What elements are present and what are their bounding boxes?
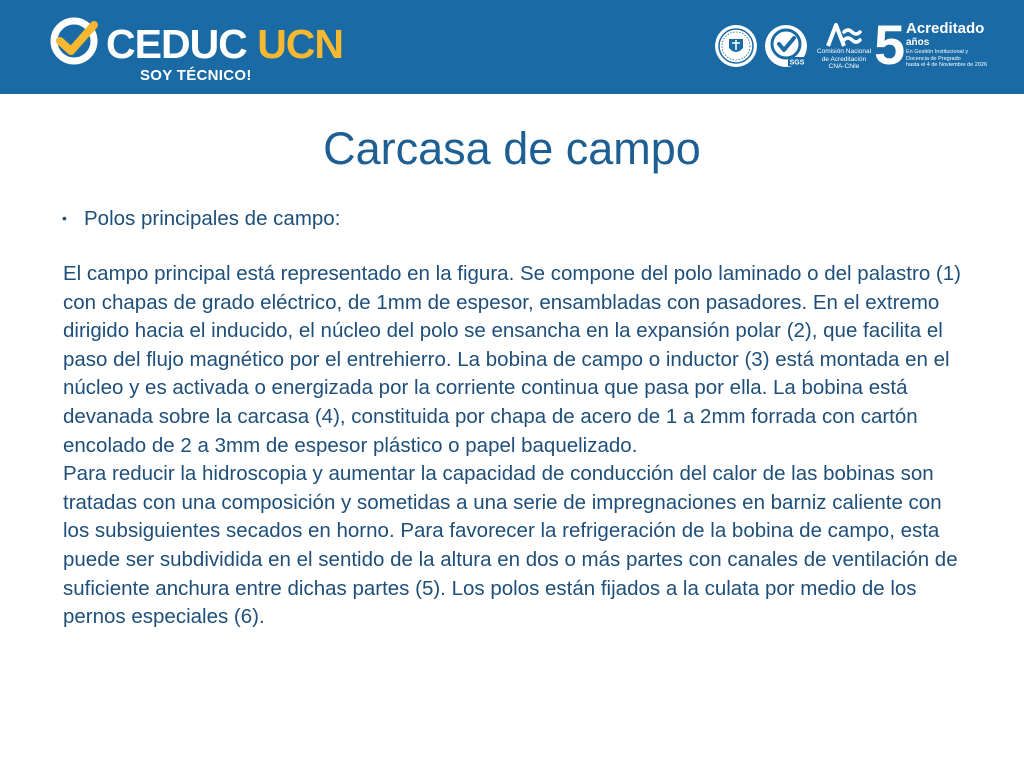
cna-chile-logo [814,22,872,78]
accreditation-detail-line: En Gestión Institucional y [906,49,969,55]
brand-name-ucn: UCN [257,21,344,67]
paragraph-1: El campo principal está representado en la figura. Se compone del polo laminado o del palastro (1) con chapas de grado eléctrico, de 1mm de espesor, ensambladas con pasadores. En el extremo dirigido hacia el inducido, el núcleo del polo se ensancha en la expansión polar (2), que facilita el paso del flujo magnético por el entrehierro. La bobina de campo o inductor (3) está montada en el núcleo y es activada o energizada por la corriente continua que pasa por ella. La bobina está devanada sobre la carcasa (4), constituida por chapa de acero de 1 a 2mm forrada con cartón encolado de 2 a 3mm de espesor plástico o papel baquelizado. [63,262,961,457]
cna-caption-line: CNA-Chile [828,63,860,70]
brand-tagline: SOY TÉCNICO! [140,67,252,84]
institutional-seals [712,13,1002,78]
sgs-certification-icon [764,24,808,68]
university-seal-icon [714,24,758,68]
bullet-marker: • [62,210,67,226]
header-banner [0,0,1024,94]
brand-name-ceduc: CEDUC [106,21,247,67]
cna-caption [814,48,874,71]
cna-caption-line: de Acreditación [821,55,867,63]
ceduc-ucn-logo [48,14,368,88]
accreditation-years: 5 [874,13,906,76]
bullet-item [62,204,340,233]
paragraph-2: Para reducir la hidroscopia y aumentar la capacidad de conducción del calor de las bobinas son tratadas con una composición y sometidas a una serie de impregnaciones en barniz caliente con los subsiguientes secados en horno. Para favorecer la refrigeración de la bobina de campo, esta puede ser subdividida en el sentido de la altura en dos o más partes con canales de ventilación de suficiente anchura entre dichas partes (5). Los polos están fijados a la culata por medio de los pernos especiales (6). [63,462,958,629]
check-circle-icon [48,14,102,68]
accreditation-title: Acreditado [906,20,985,37]
accreditation-detail-line: Docencia de Pregrado [906,55,961,62]
cna-logo-icon [814,22,872,48]
cna-caption-line: Comisión Nacional [816,48,872,55]
accreditation-detail [906,49,1002,69]
sgs-label: SGS [789,59,805,67]
accreditation-badge [874,13,1002,78]
slide-title: Carcasa de campo [323,123,701,174]
brand-name [106,22,343,66]
accreditation-detail-line: hasta el 4 de Noviembre de 2026 [906,62,988,68]
accreditation-subtitle: años [906,37,930,48]
bullet-text: Polos principales de campo: [84,207,341,230]
body-text [63,260,968,632]
